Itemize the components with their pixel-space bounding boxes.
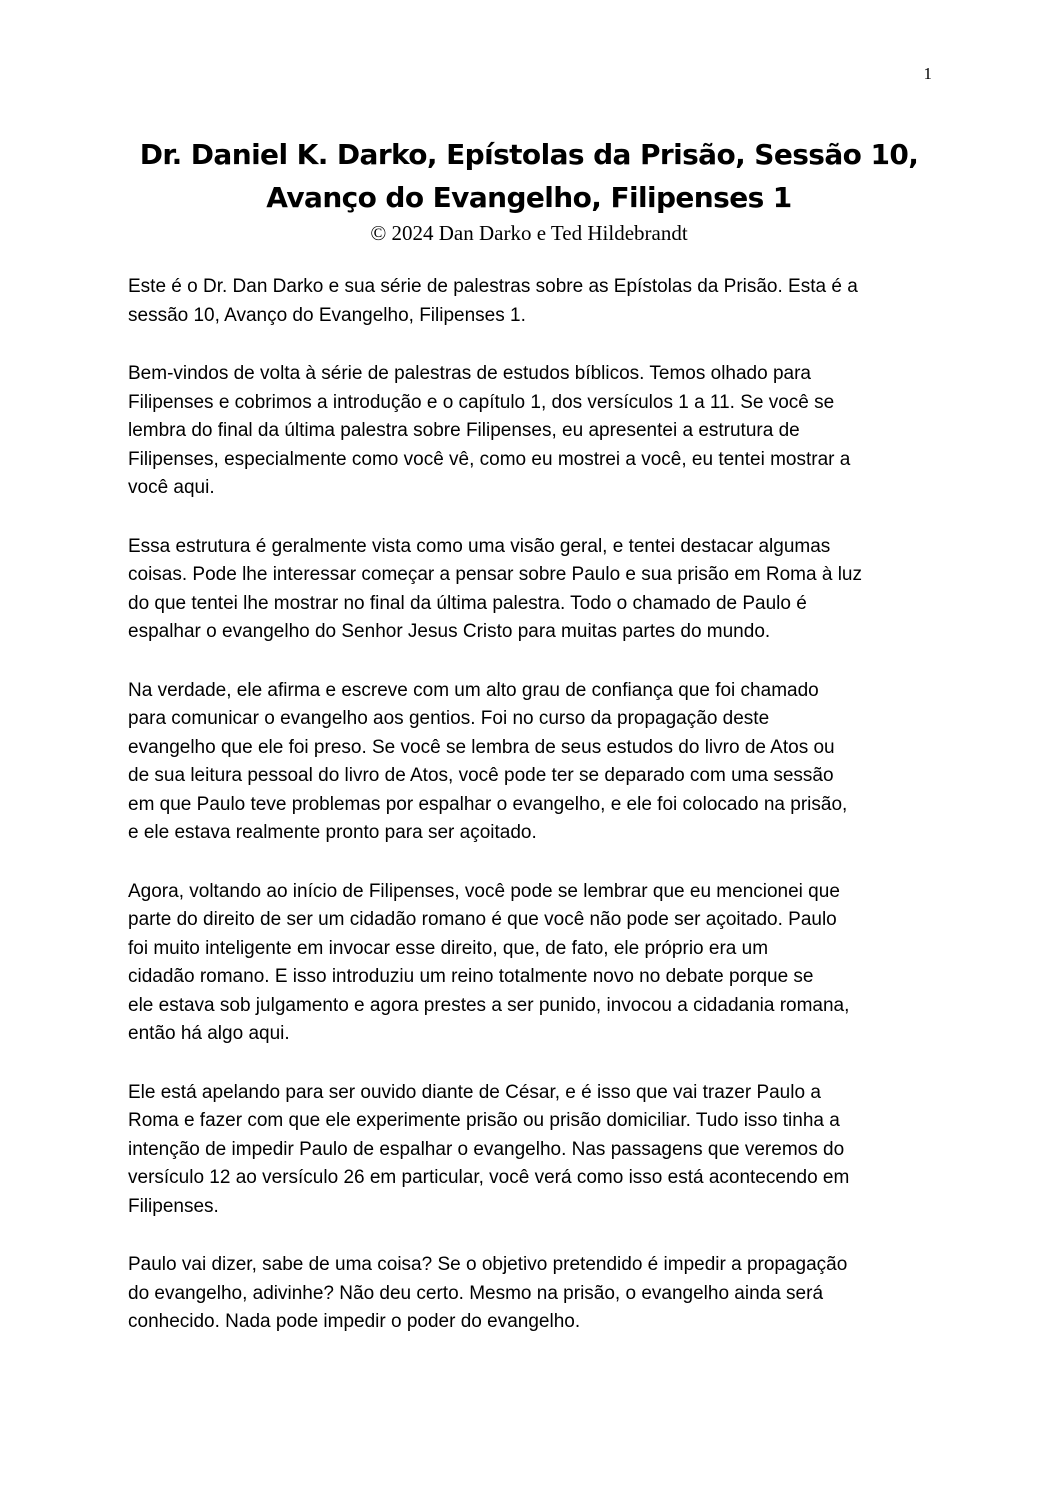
paragraph-5 xyxy=(128,878,933,1049)
text-line: Paulo vai dizer, sabe de uma coisa? Se o objetivo pretendido é impedir a propagação xyxy=(128,1254,848,1275)
text-line: Bem-vindos de volta à série de palestras de estudos bíblicos. Temos olhado para xyxy=(128,363,811,384)
text-line: Essa estrutura é geralmente vista como uma visão geral, e tentei destacar algumas xyxy=(128,535,831,557)
title-line: Dr. Daniel K. Darko, Epístolas da Prisão, Sessão 10, xyxy=(139,138,919,171)
text-line: versículo 12 ao versículo 26 em particular, você verá como isso está acontecendo em xyxy=(128,1167,850,1188)
text-line: Filipenses e cobrimos a introdução e o capítulo 1, dos versículos 1 a 11. Se você se xyxy=(128,391,835,413)
text-line: você aqui. xyxy=(128,477,215,498)
text-line: espalhar o evangelho do Senhor Jesus Cristo para muitas partes do mundo. xyxy=(128,621,771,642)
document-title xyxy=(100,133,958,219)
text-line: Na verdade, ele afirma e escreve com um alto grau de confiança que foi chamado xyxy=(128,679,819,701)
text-line: então há algo aqui. xyxy=(128,1023,290,1044)
text-line: em que Paulo teve problemas por espalhar o evangelho, e ele foi colocado na prisão, xyxy=(128,793,848,815)
text-line: Agora, voltando ao início de Filipenses, você pode se lembrar que eu mencionei que xyxy=(128,880,840,902)
page-number: 1 xyxy=(923,64,932,83)
paragraph-1 xyxy=(128,273,933,330)
text-line: Roma e fazer com que ele experimente prisão ou prisão domiciliar. Tudo isso tinha a xyxy=(128,1110,840,1131)
text-line: Filipenses. xyxy=(128,1195,219,1217)
text-line: do que tentei lhe mostrar no final da última palestra. Todo o chamado de Paulo é xyxy=(128,592,807,614)
text-line: intenção de impedir Paulo de espalhar o evangelho. Nas passagens que veremos do xyxy=(128,1138,845,1160)
text-line: conhecido. Nada pode impedir o poder do evangelho. xyxy=(128,1311,581,1332)
text-line: coisas. Pode lhe interessar começar a pensar sobre Paulo e sua prisão em Roma à luz xyxy=(128,564,862,585)
text-line: do evangelho, adivinhe? Não deu certo. Mesmo na prisão, o evangelho ainda será xyxy=(128,1282,824,1304)
text-line: evangelho que ele foi preso. Se você se lembra de seus estudos do livro de Atos ou xyxy=(128,736,835,758)
text-line: lembra do final da última palestra sobre Filipenses, eu apresentei a estrutura de xyxy=(128,420,800,441)
copyright-line: © 2024 Dan Darko e Ted Hildebrandt xyxy=(370,221,688,245)
text-line: Ele está apelando para ser ouvido diante de César, e é isso que vai trazer Paulo a xyxy=(128,1081,821,1103)
text-line: e ele estava realmente pronto para ser açoitado. xyxy=(128,822,537,843)
paragraph-4 xyxy=(128,677,933,848)
text-line: ele estava sob julgamento e agora prestes a ser punido, invocou a cidadania romana, xyxy=(128,994,850,1016)
text-line: cidadão romano. E isso introduziu um reino totalmente novo no debate porque se xyxy=(128,966,814,987)
paragraph-2 xyxy=(128,360,933,503)
text-line: Filipenses, especialmente como você vê, como eu mostrei a você, eu tentei mostrar a xyxy=(128,448,851,470)
text-line: para comunicar o evangelho aos gentios. Foi no curso da propagação deste xyxy=(128,708,770,729)
document-body xyxy=(128,273,933,1367)
text-line: sessão 10, Avanço do Evangelho, Filipenses 1. xyxy=(128,304,526,326)
paragraph-6 xyxy=(128,1079,933,1222)
paragraph-7 xyxy=(128,1251,933,1337)
text-line: Este é o Dr. Dan Darko e sua série de palestras sobre as Epístolas da Prisão. Esta é a xyxy=(128,276,858,297)
text-line: foi muito inteligente em invocar esse direito, que, de fato, ele próprio era um xyxy=(128,937,769,959)
text-line: parte do direito de ser um cidadão romano é que você não pode ser açoitado. Paulo xyxy=(128,909,837,930)
paragraph-3 xyxy=(128,533,933,647)
title-line: Avanço do Evangelho, Filipenses 1 xyxy=(266,181,792,214)
text-line: de sua leitura pessoal do livro de Atos, você pode ter se deparado com uma sessão xyxy=(128,765,834,786)
